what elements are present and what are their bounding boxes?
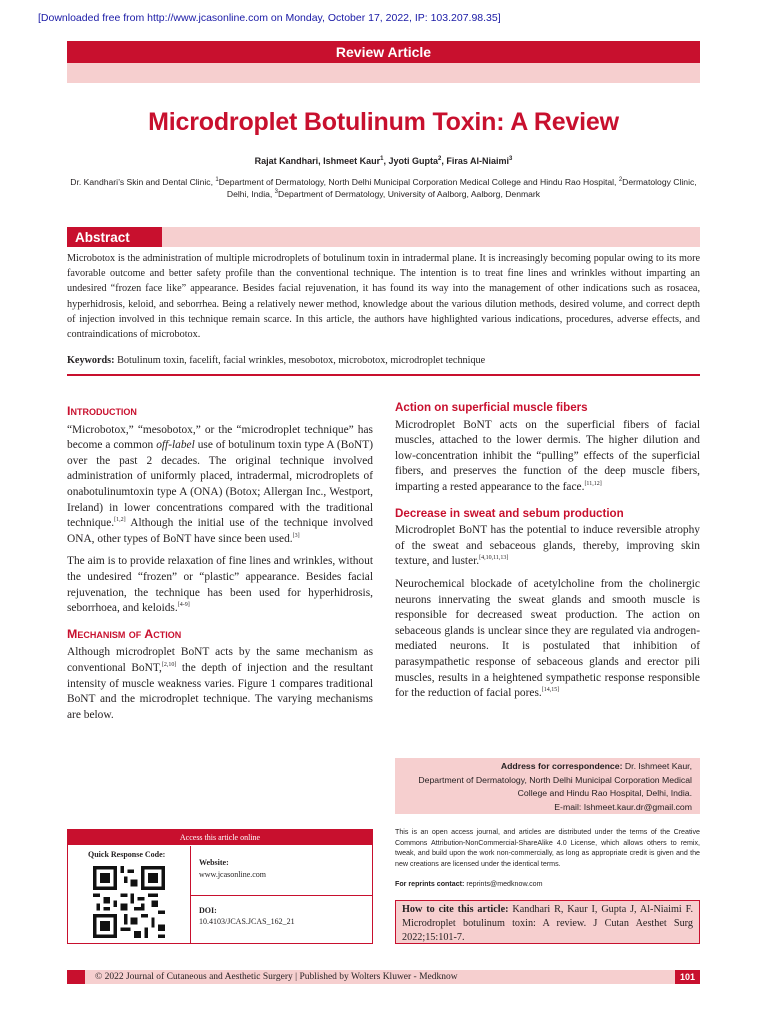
- sweat-paragraph-1: Microdroplet BoNT has the potential to induce reversible atrophy of the sweat and sebaceous glands, thereby, improving skin texture, and luster.[4,10,11,13]: [395, 524, 700, 568]
- open-access-notice: This is an open access journal, and articles are distributed under the terms of the Creative Commons Attribution‑NonCommercial‑ShareAlike 4.0 License, which allows others to remix, tweak, and build upon the work non‑commercially, as long as appropriate credit is given and the new creations are licensed under the identical terms.: [395, 828, 700, 868]
- footer-text: © 2022 Journal of Cutaneous and Aesthetic Surgery | Published by Wolters Kluwer - Medknow: [95, 972, 458, 982]
- author-list: Rajat Kandhari, Ishmeet Kaur$^1$, Jyoti Gupta$^2$, Firas Al-Niaimi$^3$: [254, 156, 513, 166]
- superficial-heading: Action on superficial muscle fibers: [395, 401, 588, 414]
- reprints-email[interactable]: reprints@medknow.com: [464, 880, 543, 888]
- access-heading: Access this article online: [67, 829, 373, 845]
- mechanism-heading: Mechanism of Action: [67, 626, 182, 641]
- qr-label: Quick Response Code:: [88, 850, 166, 859]
- intro-paragraph-2: The aim is to provide relaxation of fine lines and wrinkles, without the undesired “frozen” or “plastic” appearance. Besides facial rejuvenation, the technique has been used for hyperhidrosis, seborrhoea, and keloids.[4-9]: [67, 555, 373, 615]
- intro-heading: Introduction: [67, 404, 137, 418]
- abstract-heading: Abstract: [67, 227, 162, 247]
- footer-accent: [67, 970, 85, 984]
- qr-code-icon[interactable]: [93, 866, 165, 938]
- access-divider-horizontal: [190, 895, 373, 896]
- right-column: [395, 400, 700, 709]
- keywords-label: Keywords:: [67, 355, 115, 366]
- reprints-contact: For reprints contact: reprints@medknow.com: [395, 880, 543, 888]
- download-line[interactable]: [Downloaded free from http://www.jcasonline.com on Monday, October 17, 2022, IP: 103.207.98.35]: [38, 12, 501, 24]
- correspondence-email[interactable]: E-mail: Ishmeet.kaur.dr@gmail.com: [554, 801, 692, 812]
- citation-box: How to cite this article: Kandhari R, Kaur I, Gupta J, Al-Niaimi F. Microdroplet botulinum toxin: A review. J Cutan Aesthet Surg 2022;15:101-7.: [395, 900, 700, 944]
- doi-link[interactable]: 10.4103/JCAS.JCAS_162_21: [199, 917, 295, 926]
- website-link[interactable]: www.jcasonline.com: [199, 870, 267, 879]
- intro-paragraph-1: “Microbotox,” “mesobotox,” or the “microdroplet technique” has become a common off-label use of botulinum toxin type A (BoNT) over the past 2 decades. The original technique involved administration of uniformly placed, intradermal, microdroplets of onabotulinumtoxin type A (ONA) (Botox; Allergan Inc., Westport, Ireland) in lower concentrations compared with the traditional technique.[1,2] Although the initial use of the technique involved ONA, other types of BoNT have since been used.[3]: [67, 423, 373, 545]
- keywords-text: Botulinum toxin, facelift, facial wrinkles, mesobotox, microbotox, microdroplet technique: [114, 355, 486, 366]
- abstract-text: Microbotox is the administration of multiple microdroplets of botulinum toxin in intradermal plane. It is increasingly becoming popular owing to its more favorable outcome and better safety profile than the conventional technique. The intention is to treat fine lines and wrinkles without imparting an undesired “frozen face like” appearance. Besides facial rejuvenation, it has found its way into the management of other indications such as rosacea, hyperhidrosis, keloid, and seborrhea. Being a relatively newer method, knowledge about the various dilution methods, desired volume, and correct depth of injection involved in this technique remain scarce. In this article, the authors have highlighted various indications, procedures, adverse effects, and contraindications of microbotox.: [67, 253, 700, 341]
- article-type-banner: Review Article: [67, 41, 700, 63]
- page-number: 101: [675, 970, 700, 984]
- doi-label: DOI:: [199, 906, 217, 915]
- article-title: Microdroplet Botulinum Toxin: A Review: [148, 108, 619, 136]
- section-divider: [67, 374, 700, 376]
- sweat-heading: Decrease in sweat and sebum production: [395, 506, 624, 520]
- keywords: [67, 353, 700, 368]
- correspondence-box: Address for correspondence: Dr. Ishmeet Kaur, Department of Dermatology, North Delhi Municipal Corporation Medical College and Hindu Rao Hospital, Delhi, India. E-mail: Ishmeet.kaur.dr@gmail.com: [395, 758, 700, 814]
- sweat-paragraph-2: Neurochemical blockade of acetylcholine from the cholinergic neurons innervating the sweat glands and smooth muscle is responsible for decreased sweat production. The action on sebaceous glands is unclear since they are regulated via androgen-mediated neurons. It is postulated that inhibition of parasympathetic response of sebaceous glands and erector pili muscles, results in a heightened sympathetic response responsible for the reduction of facial pores.[14,15]: [395, 577, 700, 700]
- left-column: [67, 404, 373, 730]
- mechanism-paragraph: Although microdroplet BoNT acts by the same mechanism as conventional BoNT,[2,10] the depth of injection and the resultant intensity of muscle weakness varies. Figure 1 compares traditional BoNT and the microdroplet technique. The varying mechanisms are below.: [67, 646, 373, 721]
- website-label: Website:: [199, 858, 229, 867]
- banner-underlay: [67, 63, 700, 83]
- affiliations: Dr. Kandhari’s Skin and Dental Clinic, $^1$Department of Dermatology, North Delhi Municipal Corporation Medical College and Hindu Rao Hospital, $^2$Dermatology Clinic, Delhi, India, $^3$Department of Dermatology, University of Aalborg, Aalborg, Denmark: [70, 177, 697, 199]
- superficial-paragraph: Microdroplet BoNT acts on the superficial fibers of facial muscles, attached to the lower dermis. The higher dilution and low-concentration inhibit the “pulling” effects of the superficial fibers, and preserves the function of the deep muscle fibers, imparting a rested appearance to the face.[11,12]: [395, 418, 700, 493]
